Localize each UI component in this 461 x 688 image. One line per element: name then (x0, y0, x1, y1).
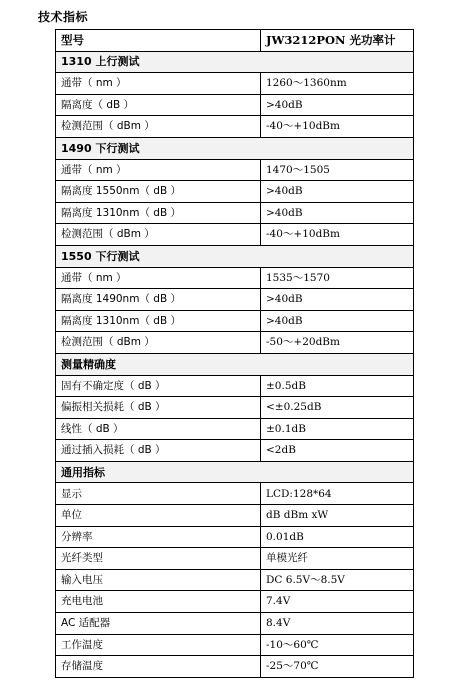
spec-value: >40dB (261, 94, 414, 116)
section-header-row (56, 461, 414, 483)
section-header-row (56, 51, 414, 73)
spec-value: 1470～1505 (261, 159, 414, 181)
document-title: 技术指标 (38, 10, 89, 24)
spec-row (56, 202, 414, 224)
spec-value: -25～70℃ (261, 656, 414, 678)
spec-row (56, 440, 414, 462)
spec-label: 偏振相关损耗（ dB ） (56, 397, 261, 419)
spec-row (56, 483, 414, 505)
spec-value: >40dB (261, 181, 414, 203)
spec-label: 通过插入损耗（ dB ） (56, 440, 261, 462)
spec-value: >40dB (261, 289, 414, 311)
section-header-row (56, 353, 414, 375)
section-title: 1490 下行测试 (56, 137, 414, 159)
spec-table-body (56, 30, 414, 678)
spec-row (56, 116, 414, 138)
spec-label: 检测范围（ dBm ） (56, 224, 261, 246)
spec-value: LCD:128*64 (261, 483, 414, 505)
section-title: 1310 上行测试 (56, 51, 414, 73)
spec-label: 工作温度 (56, 634, 261, 656)
spec-label: 存储温度 (56, 656, 261, 678)
spec-label: 通带（ nm ） (56, 159, 261, 181)
spec-row (56, 332, 414, 354)
spec-row (56, 310, 414, 332)
spec-label: 检测范围（ dBm ） (56, 116, 261, 138)
spec-label: 隔离度 1550nm（ dB ） (56, 181, 261, 203)
spec-label: 隔离度 1490nm（ dB ） (56, 289, 261, 311)
spec-value: 0.01dB (261, 526, 414, 548)
spec-value: ±0.5dB (261, 375, 414, 397)
spec-row (56, 289, 414, 311)
spec-label: 隔离度 1310nm（ dB ） (56, 310, 261, 332)
spec-value: 单模光纤 (261, 548, 414, 570)
spec-row (56, 397, 414, 419)
spec-label: 显示 (56, 483, 261, 505)
spec-value: 1260～1360nm (261, 73, 414, 95)
spec-value: -40～+10dBm (261, 224, 414, 246)
spec-table (55, 29, 414, 678)
spec-row (56, 375, 414, 397)
spec-label: 隔离度 1310nm（ dB ） (56, 202, 261, 224)
spec-row (56, 634, 414, 656)
spec-label: 分辨率 (56, 526, 261, 548)
spec-value: -50～+20dBm (261, 332, 414, 354)
spec-row (56, 548, 414, 570)
section-header-row (56, 245, 414, 267)
spec-row (56, 94, 414, 116)
spec-row (56, 591, 414, 613)
spec-value: <2dB (261, 440, 414, 462)
spec-label: 光纤类型 (56, 548, 261, 570)
spec-label: 线性（ dB ） (56, 418, 261, 440)
spec-label: 通带（ nm ） (56, 267, 261, 289)
spec-label: 隔离度（ dB ） (56, 94, 261, 116)
spec-label: 输入电压 (56, 569, 261, 591)
spec-row (56, 613, 414, 635)
spec-value: 8.4V (261, 613, 414, 635)
spec-value: ±0.1dB (261, 418, 414, 440)
spec-value: dB dBm xW (261, 505, 414, 527)
spec-row (56, 526, 414, 548)
spec-value: >40dB (261, 202, 414, 224)
spec-row (56, 224, 414, 246)
spec-label: AC 适配器 (56, 613, 261, 635)
spec-label: 充电电池 (56, 591, 261, 613)
spec-label: 检测范围（ dBm ） (56, 332, 261, 354)
spec-row (56, 181, 414, 203)
spec-label: 固有不确定度（ dB ） (56, 375, 261, 397)
model-label: 型号 (56, 30, 261, 52)
spec-row (56, 73, 414, 95)
section-title: 1550 下行测试 (56, 245, 414, 267)
spec-row (56, 159, 414, 181)
model-value: JW3212PON 光功率计 (261, 30, 414, 52)
spec-value: >40dB (261, 310, 414, 332)
section-header-row (56, 137, 414, 159)
section-title: 测量精确度 (56, 353, 414, 375)
spec-row (56, 267, 414, 289)
spec-label: 单位 (56, 505, 261, 527)
spec-value: DC 6.5V～8.5V (261, 569, 414, 591)
spec-row (56, 569, 414, 591)
spec-value: -40～+10dBm (261, 116, 414, 138)
spec-value: 7.4V (261, 591, 414, 613)
spec-value: <±0.25dB (261, 397, 414, 419)
spec-value: 1535～1570 (261, 267, 414, 289)
section-title: 通用指标 (56, 461, 414, 483)
spec-row (56, 418, 414, 440)
spec-row (56, 656, 414, 678)
model-header-row (56, 30, 414, 52)
spec-value: -10～60℃ (261, 634, 414, 656)
spec-label: 通带（ nm ） (56, 73, 261, 95)
spec-row (56, 505, 414, 527)
